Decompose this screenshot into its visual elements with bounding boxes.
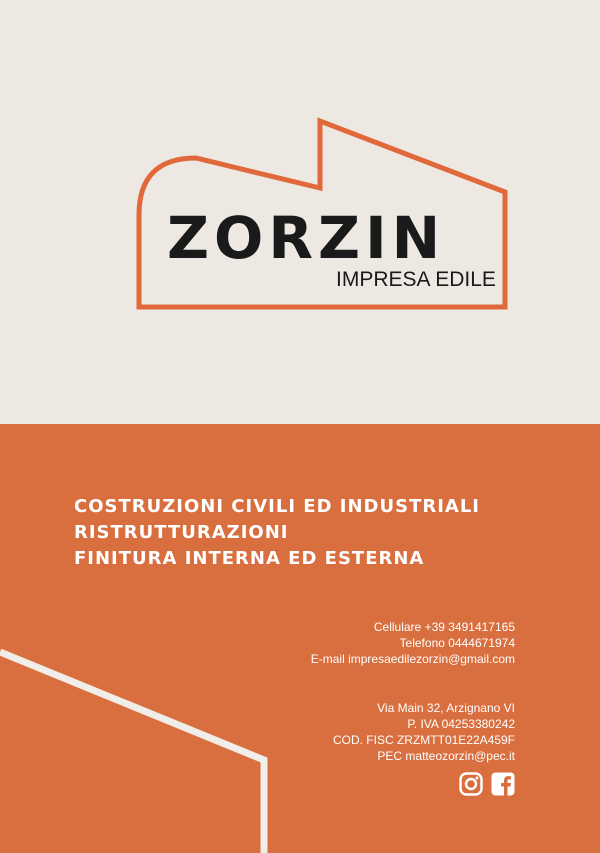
service-item: FINITURA INTERNA ED ESTERNA [74,548,425,569]
social-links [459,772,515,796]
brand-subtitle: IMPRESA EDILE [336,268,496,291]
address-text: Via Main 32, Arzignano VI [377,701,515,715]
instagram-icon[interactable] [459,772,483,796]
codfisc-text: COD. FISC ZRZMTT01E22A459F [332,733,515,747]
service-item: COSTRUZIONI CIVILI ED INDUSTRIALI [74,496,480,517]
service-item: RISTRUTTURAZIONI [74,522,289,543]
piva-text: P. IVA 04253380242 [407,717,515,731]
services-list [74,494,480,572]
brand-name: ZORZIN [167,204,446,272]
info-section [0,424,600,853]
logo-section [0,0,600,424]
contact-block [311,619,515,667]
company-info-block [333,700,515,764]
email-text: E-mail impresaedilezorzin@gmail.com [310,652,515,666]
telefono-text: Telefono 0444671974 [399,636,515,650]
facebook-icon[interactable] [491,772,515,796]
pec-text: PEC matteozorzin@pec.it [377,749,515,763]
cellulare-text: Cellulare +39 3491417165 [373,620,515,634]
